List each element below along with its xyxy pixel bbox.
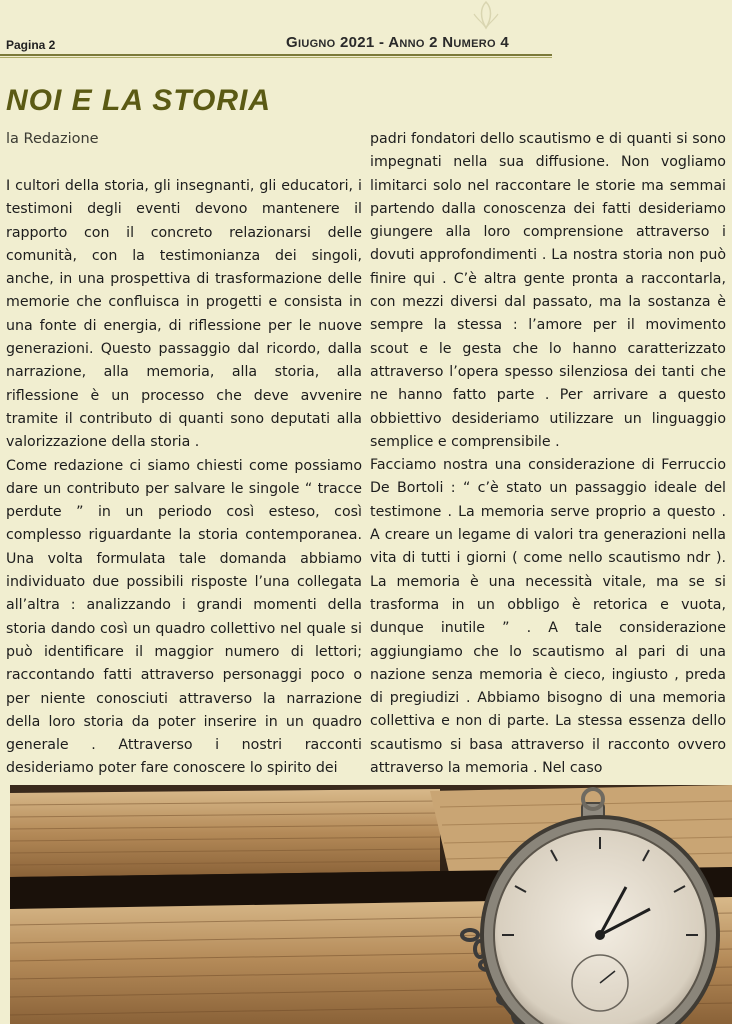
header-rule-thin <box>0 57 552 58</box>
page-number: Pagina 2 <box>6 38 56 52</box>
issue-info: Giugno 2021 - Anno 2 Numero 4 <box>286 34 509 51</box>
article-column-left <box>6 175 362 781</box>
paragraph: Facciamo nostra una considerazione di Ferruccio De Bortoli : “ c’è stato un passaggio ideale del testimone . La memoria serve proprio a questo . A creare un legame di valori tra generazioni nella vita di tutti i giorni ( come nello scautismo ndr ). La memoria è una necessità vitale, ma se si trasforma in un obbligo è retorica e vuota, dunque inutile ” . A tale considerazione aggiungiamo che lo scautismo al pari di una nazione senza memoria è cieco, ingiusto , preda di pregiudizi . Abbiamo bisogno di una memoria collettiva e non di parte. La stessa essenza dello scautismo si basa attraverso il racconto ovvero attraverso la memoria . Nel caso <box>370 457 726 777</box>
paragraph: padri fondatori dello scautismo e di quanti si sono impegnati nella sua diffusione. Non vogliamo limitarci solo nel raccontare le storie ma semmai partendo dalla conoscenza dei fatti desideriamo giungere alla loro comprensione attraverso i dovuti approfondimenti . La nostra storia non può finire qui . C’è altra gente pronta a raccontarla, con mezzi diversi dal passato, ma la sostanza è sempre la stessa : l’amore per il movimento scout e le gesta che lo hanno caratterizzato attraverso l’opera spesso silenziosa dei tanti che ne hanno fatto parte . Per arrivare a questo obbiettivo desideriamo utilizzare un linguaggio semplice e comprensibile . <box>370 131 726 450</box>
article-author: la Redazione <box>6 131 99 147</box>
paragraph: Come redazione ci siamo chiesti come possiamo dare un contributo per salvare le singole “ tracce perdute ” in un periodo così esteso, così complesso riguardante la storia contemporanea. Una volta formulata tale domanda abbiamo individuato due possibili risposte l’una collegata all’altra : analizzando i grandi momenti della storia dando così un quadro collettivo nel quale si può identificare il maggior numero di lettori; raccontando fatti attraverso personaggi poco o per niente conosciuti attraverso la narrazione della loro storia da poter inserire in un quadro generale . Attraverso i nostri racconti desideriamo poter fare conoscere lo spirito dei <box>6 457 362 777</box>
article-title: NOI E LA STORIA <box>6 84 272 117</box>
page-header <box>0 0 732 56</box>
paragraph: I cultori della storia, gli insegnanti, gli educatori, i testimoni degli eventi devono mantenere il rapporto con il concreto relazionarsi delle comunità, con la testimonianza dei singoli, anche, in una prospettiva di trasformazione delle memorie che confluisca in progetti e consista in una fonte di energia, di riflessione per le nuove generazioni. Questo passaggio dal ricordo, dalla narrazione, alla memoria, alla storia, alla riflessione è un processo che deve avvenire tramite il contributo di quanti sono deputati alla valorizzazione della storia . <box>6 178 362 451</box>
header-rule <box>0 54 552 56</box>
article-column-right <box>370 128 726 780</box>
scout-emblem-icon <box>466 0 506 30</box>
books-and-watch-photo <box>10 785 732 1024</box>
